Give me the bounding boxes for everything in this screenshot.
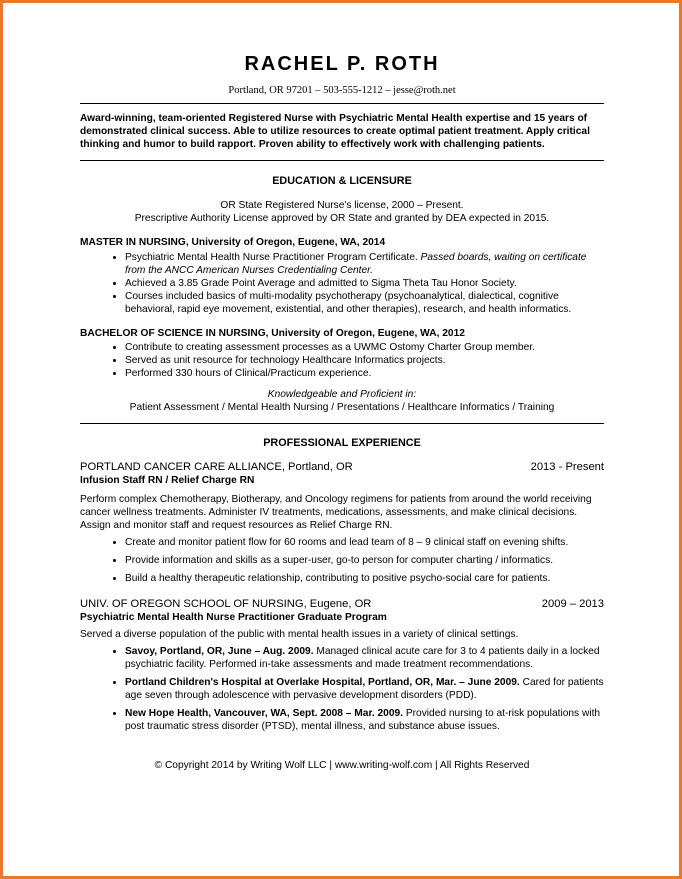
list-item: • Performed 330 hours of Clinical/Practicum experience. — [125, 367, 604, 380]
bachelors-bullet-list — [80, 341, 604, 380]
job1-header — [80, 460, 604, 474]
list-item: • Served as unit resource for technology Healthcare Informatics projects. — [125, 354, 604, 367]
job1-description: Perform complex Chemotherapy, Biotherapy, and Oncology regimens for patients from around the world receiving cancer wellness treatments. Administer IV treatments, medications, assessments, and make clinical decisions. Assign and monitor staff and request resources as Relief Charge RN. — [80, 494, 592, 531]
list-item: • Contribute to creating assessment processes as a UWMC Ostomy Charter Group member. — [125, 341, 604, 354]
bachelors-degree-heading: BACHELOR OF SCIENCE IN NURSING, University of Oregon, Eugene, WA, 2012 — [80, 328, 465, 339]
job1-dates: 2013 - Present — [530, 461, 604, 473]
license-line-2: Prescriptive Authority License approved by OR State and granted by DEA expected in 2015. — [134, 213, 550, 224]
job1-role: Infusion Staff RN / Relief Charge RN — [80, 475, 255, 486]
job2-bullet-list — [80, 645, 604, 733]
job2-employer: UNIV. OF OREGON SCHOOL OF NURSING, Eugene, OR — [80, 598, 372, 610]
copyright-footer: © Copyright 2014 by Writing Wolf LLC | www.writing-wolf.com | All Rights Reserved — [154, 760, 530, 771]
job1-employer: PORTLAND CANCER CARE ALLIANCE, Portland, OR — [80, 461, 353, 473]
experience-section-title: PROFESSIONAL EXPERIENCE — [263, 437, 421, 449]
skills-list: Patient Assessment / Mental Health Nursing / Presentations / Healthcare Informatics / Training — [129, 402, 555, 413]
job2-description: Served a diverse population of the public with mental health issues in a variety of clinical settings. — [80, 629, 519, 640]
job2-role: Psychiatric Mental Health Nurse Practitioner Graduate Program — [80, 612, 387, 623]
masters-bullet-list — [80, 251, 604, 316]
job2-header — [80, 597, 604, 611]
list-item: • Portland Children's Hospital at Overlake Hospital, Portland, OR, Mar. – June 2009. Cared for patients age seven through adolescence with pervasive development disorders (PDD). — [125, 676, 604, 702]
candidate-name: RACHEL P. ROTH — [244, 53, 440, 75]
list-item: • Savoy, Portland, OR, June – Aug. 2009. Managed clinical acute care for 3 to 4 patients daily in a locked psychiatric facility. Performed in-take assessments and made treatment recommendations. — [125, 645, 604, 671]
list-item: • Achieved a 3.85 Grade Point Average and admitted to Sigma Theta Tau Honor Society. — [125, 277, 604, 290]
list-item: • Build a healthy therapeutic relationship, contributing to positive psycho-social care for patients. — [125, 572, 604, 585]
education-section-title: EDUCATION & LICENSURE — [272, 175, 412, 187]
summary-paragraph: Award-winning, team-oriented Registered Nurse with Psychiatric Mental Health expertise and 15 years of demonstrated clinical success. Able to utilize resources to create optimal patient treatment. Apply critical thinking and humor to build rapport. Proven ability to effectively work with challenging patients. — [80, 113, 590, 150]
header-divider — [80, 103, 604, 104]
skills-heading: Knowledgeable and Proficient in: — [267, 389, 417, 400]
contact-line: Portland, OR 97201 – 503-555-1212 – jesse@roth.net — [228, 85, 456, 96]
list-item: • Courses included basics of multi-modality psychotherapy (psychoanalytical, dialectical, cognitive behavioral, rapid eye movement, existential, and other therapies), research, and health informatics. — [125, 290, 604, 316]
list-item: • Provide information and skills as a super-user, go-to person for computer charting / informatics. — [125, 554, 604, 567]
list-item: • Psychiatric Mental Health Nurse Practitioner Program Certificate. Passed boards, waiting on certificate from the ANCC American Nurses Credentialing Center. — [125, 251, 604, 277]
job2-dates: 2009 – 2013 — [541, 598, 604, 610]
list-item: • New Hope Health, Vancouver, WA, Sept. 2008 – Mar. 2009. Provided nursing to at-risk populations with post traumatic stress disorder (PTSD), mental illness, and substance abuse issues. — [125, 707, 604, 733]
education-divider — [80, 423, 604, 424]
list-item: • Create and monitor patient flow for 60 rooms and lead team of 8 – 9 clinical staff on evening shifts. — [125, 536, 604, 549]
job1-bullet-list — [80, 536, 604, 585]
license-line-1: OR State Registered Nurse's license, 2000 – Present. — [220, 200, 464, 211]
summary-divider — [80, 160, 604, 161]
resume-document — [80, 52, 604, 772]
masters-degree-heading: MASTER IN NURSING, University of Oregon, Eugene, WA, 2014 — [80, 237, 386, 248]
